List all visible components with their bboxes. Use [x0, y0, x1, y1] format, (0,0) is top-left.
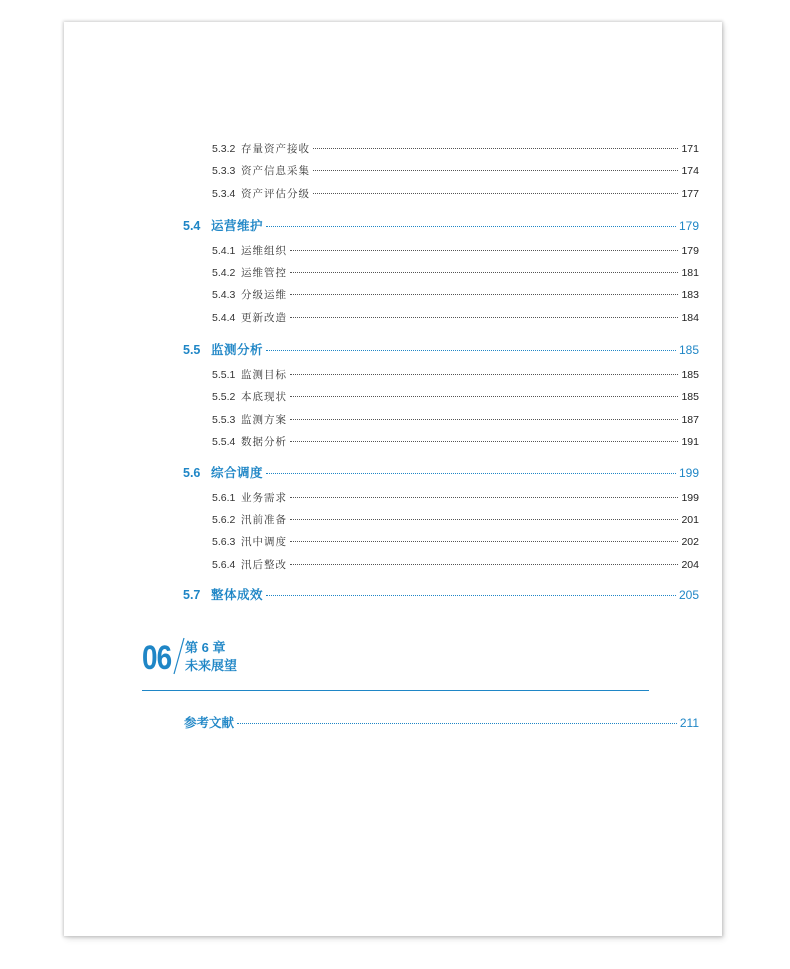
entry-number: 5.6.3 [212, 536, 236, 548]
toc-subsection-entry[interactable] [212, 310, 699, 330]
dot-leader [290, 519, 678, 520]
entry-title: 资产评估分级 [241, 188, 310, 200]
entry-number: 5.5.3 [212, 414, 236, 426]
entry-number: 5.3.3 [212, 165, 236, 177]
dot-leader [266, 595, 676, 596]
entry-number: 5.6 [183, 466, 201, 480]
entry-page-number: 185 [681, 369, 699, 381]
entry-page-number: 171 [681, 143, 699, 155]
chapter-number: 06 [142, 639, 172, 677]
dot-leader [290, 497, 678, 498]
entry-page-number: 191 [681, 436, 699, 448]
entry-title: 汛前准备 [241, 514, 287, 526]
entry-title: 整体成效 [211, 588, 264, 602]
dot-leader [290, 272, 678, 273]
toc-subsection-entry[interactable] [212, 287, 699, 307]
entry-number: 5.4.3 [212, 289, 236, 301]
toc-subsection-entry[interactable] [212, 141, 699, 161]
entry-page-number: 174 [681, 165, 699, 177]
toc-subsection-entry[interactable] [212, 265, 699, 285]
dot-leader [290, 317, 678, 318]
entry-number: 5.6.1 [212, 492, 236, 504]
entry-page-number: 179 [678, 219, 699, 233]
entry-title: 更新改造 [241, 312, 287, 324]
toc-section-entry[interactable] [183, 463, 699, 483]
dot-leader [290, 396, 678, 397]
entry-page-number: 202 [681, 536, 699, 548]
chapter-label: 第 6 章 [185, 640, 226, 655]
entry-title: 汛中调度 [241, 536, 287, 548]
entry-page-number: 184 [681, 312, 699, 324]
entry-page-number: 201 [681, 514, 699, 526]
toc-subsection-entry[interactable] [212, 367, 699, 387]
toc-subsection-entry[interactable] [212, 412, 699, 432]
dot-leader [290, 250, 678, 251]
toc-subsection-entry[interactable] [212, 243, 699, 263]
entry-title: 综合调度 [211, 466, 264, 480]
dot-leader [290, 294, 678, 295]
dot-leader [290, 541, 678, 542]
references-title: 参考文献 [184, 716, 235, 730]
toc-subsection-entry[interactable] [212, 434, 699, 454]
dot-leader [266, 473, 676, 474]
entry-number: 5.3.2 [212, 143, 236, 155]
dot-leader [266, 350, 676, 351]
dot-leader [266, 226, 676, 227]
entry-title: 监测分析 [211, 343, 264, 357]
toc-subsection-entry[interactable] [212, 186, 699, 206]
entry-title: 分级运维 [241, 289, 287, 301]
entry-number: 5.5.4 [212, 436, 236, 448]
dot-leader [313, 193, 678, 194]
toc-subsection-entry[interactable] [212, 557, 699, 577]
entry-page-number: 179 [681, 245, 699, 257]
chapter-title: 未来展望 [185, 658, 238, 673]
dot-leader [290, 374, 678, 375]
references-page: 211 [679, 716, 699, 730]
toc-subsection-entry[interactable] [212, 389, 699, 409]
toc-section-entry[interactable] [183, 340, 699, 360]
chapter-divider [142, 690, 649, 691]
dot-leader [290, 419, 678, 420]
entry-page-number: 204 [681, 559, 699, 571]
chapter-slash-icon [172, 636, 186, 676]
entry-title: 监测目标 [241, 369, 287, 381]
book-page [64, 22, 722, 936]
entry-number: 5.5.2 [212, 391, 236, 403]
entry-title: 运维组织 [241, 245, 287, 257]
entry-number: 5.5.1 [212, 369, 236, 381]
entry-title: 监测方案 [241, 414, 287, 426]
toc-section-entry[interactable] [183, 585, 699, 605]
toc-entry-references[interactable] [184, 713, 699, 733]
entry-number: 5.6.2 [212, 514, 236, 526]
entry-title: 运维管控 [241, 267, 287, 279]
entry-page-number: 185 [678, 343, 699, 357]
entry-title: 本底现状 [241, 391, 287, 403]
dot-leader [237, 723, 677, 724]
toc-subsection-entry[interactable] [212, 163, 699, 183]
toc-subsection-entry[interactable] [212, 512, 699, 532]
entry-title: 汛后整改 [241, 559, 287, 571]
dot-leader [290, 441, 678, 442]
entry-page-number: 183 [681, 289, 699, 301]
entry-number: 5.4.1 [212, 245, 236, 257]
entry-number: 5.5 [183, 343, 201, 357]
dot-leader [290, 564, 678, 565]
entry-number: 5.7 [183, 588, 201, 602]
entry-page-number: 185 [681, 391, 699, 403]
entry-number: 5.4.4 [212, 312, 236, 324]
entry-page-number: 187 [681, 414, 699, 426]
entry-page-number: 199 [681, 492, 699, 504]
entry-number: 5.6.4 [212, 559, 236, 571]
toc-subsection-entry[interactable] [212, 490, 699, 510]
toc-section-entry[interactable] [183, 216, 699, 236]
chapter-heading [185, 639, 237, 675]
entry-page-number: 181 [681, 267, 699, 279]
dot-leader [313, 170, 678, 171]
entry-number: 5.4 [183, 219, 201, 233]
entry-number: 5.3.4 [212, 188, 236, 200]
entry-number: 5.4.2 [212, 267, 236, 279]
toc-subsection-entry[interactable] [212, 534, 699, 554]
entry-title: 数据分析 [241, 436, 287, 448]
entry-title: 业务需求 [241, 492, 287, 504]
entry-title: 运营维护 [211, 219, 264, 233]
entry-page-number: 177 [681, 188, 699, 200]
entry-page-number: 199 [678, 466, 699, 480]
entry-title: 资产信息采集 [241, 165, 310, 177]
entry-title: 存量资产接收 [241, 143, 310, 155]
dot-leader [313, 148, 678, 149]
entry-page-number: 205 [678, 588, 699, 602]
